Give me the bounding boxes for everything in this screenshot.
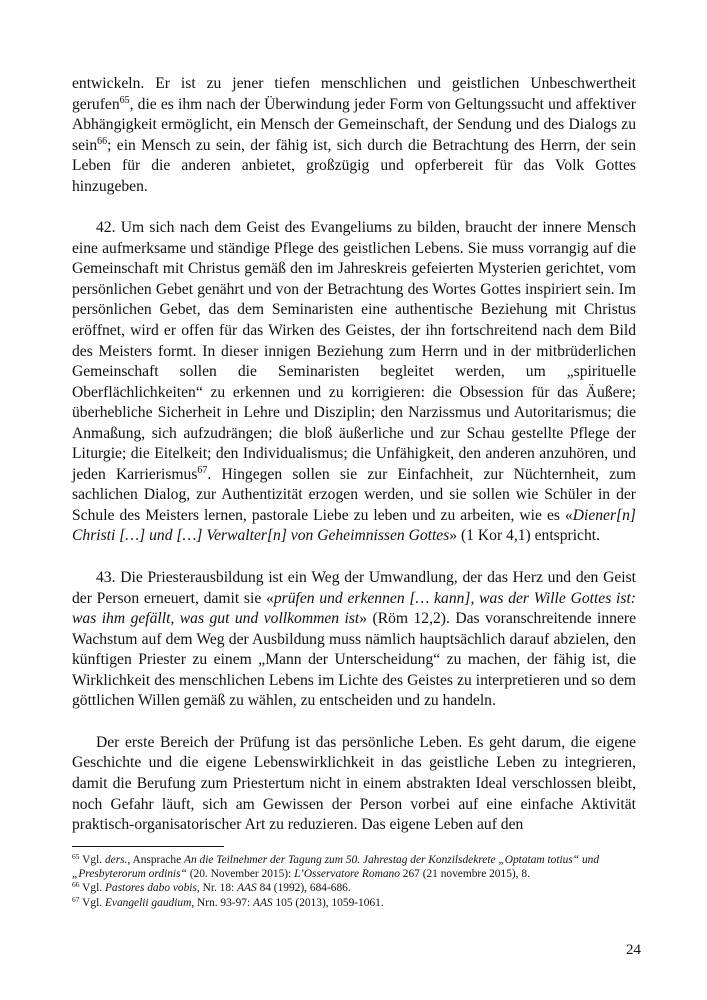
footnote-66 [72, 881, 636, 895]
text-run: , Ansprache [127, 854, 185, 866]
footnote-number: 66 [72, 880, 80, 890]
text-run: 84 (1992), 684-686. [256, 882, 351, 895]
page-number: 24 [626, 942, 641, 958]
footnote-ref-66[interactable]: 66 [97, 135, 108, 147]
text-run: » (1 Kor 4,1) entspricht. [449, 527, 601, 545]
footnote-number: 67 [72, 894, 80, 904]
footnote-ref-65[interactable]: 65 [119, 94, 130, 106]
text-run: 267 (21 novembre 2015), 8. [399, 868, 530, 881]
text-run: Vgl. [79, 854, 105, 866]
quote-italic: Diener[n] Christi […] und […] Verwalter[n] von Geheimnissen Gottes [72, 506, 636, 545]
footnote-ref-67[interactable]: 67 [197, 464, 208, 476]
paragraph-42 [72, 218, 636, 547]
footnote-number: 65 [72, 852, 80, 861]
footnote-67 [72, 896, 636, 910]
italic-run: L’Osservatore Romano [294, 868, 400, 881]
footnote-divider [72, 846, 224, 847]
text-run: , Nr. 18: [196, 882, 238, 895]
text-run: 42. Um sich nach dem Geist des Evangeliums zu bilden, braucht der innere Mensch eine aufmerksame und ständige Pflege des geistlichen Lebens. Sie muss vorrangig auf die Gemeinschaft mit Christus gemäß den im Jahreskreis gefeierten Mysterien gerichtet, vom persönlichen Gebet genährt und von der Betrachtung des Wortes Gottes inspiriert sein. Im persönlichen Gebet, das dem Seminaristen eine authentische Beziehung mit Christus eröffnet, wird er offen für das Wirken des Geistes, der ihn fortschreitend nach dem Bild des Meisters formt. In dieser innigen Beziehung zum Herrn und in der mitbrüderlichen Gemeinschaft sollen die Seminaristen begleitet werden, um „spirituelle Oberflächlichkeiten“ zu erkennen und zu korrigieren: die Obsession für das Äußere; überhebliche Sicherheit in Lehre und Disziplin; den Narzissmus und Autoritarismus; die Anmaßung, sich aufzudrängen; die bloß äußerliche und zur Schau gestellte Pflege der Liturgie; die Eitelkeit; den Individualismus; die Unfähigkeit, den anderen anzuhören, und jeden Karrierismus [72, 219, 636, 483]
text-run: Vgl. [79, 896, 105, 909]
italic-run: Evangelii gaudium [104, 896, 192, 909]
quote-italic: prüfen und erkennen [… kann], was der Wille Gottes ist: was ihm gefällt, was gut und vollkommen ist [72, 589, 636, 628]
footnote-65 [72, 853, 636, 881]
text-run: (20. November 2015): [186, 868, 295, 881]
text-run: 105 (2013), 1059-1061. [272, 896, 384, 909]
paragraph-first-area [72, 733, 636, 836]
italic-run: ders. [104, 854, 128, 866]
italic-run: Pastores dabo vobis [104, 882, 197, 895]
footnotes [72, 853, 636, 910]
paragraph-43 [72, 568, 636, 712]
text-run: . Hingegen sollen sie zur Einfachheit, zur Nüchternheit, zum sachlichen Dialog, zur Authentizität erzogen werden, und sie sollen wie Schüler in der Schule des Meisters lernen, pastorale Liebe zu leben und zu arbeiten, wie es « [72, 465, 636, 524]
text-run: Vgl. [79, 882, 105, 895]
text-run: , Nrn. 93-97: [191, 896, 254, 909]
text-run: ; ein Mensch zu sein, der fähig ist, sich durch die Betrachtung des Herrn, der sein Leben für die anderen anbietet, großzügig und opferbereit für das Volk Gottes hinzugeben. [72, 136, 636, 195]
italic-run: AAS [253, 896, 273, 909]
text-run: » (Röm 12,2). Das voranschreitende innere Wachstum auf dem Weg der Ausbildung muss nämlich hauptsächlich darauf abzielen, den künftigen Priester zu einem „Mann der Unterscheidung“ zu machen, der fähig ist, die Wirklichkeit des menschlichen Lebens im Lichte des Geistes zu interpretieren und so dem göttlichen Willen gemäß zu wählen, zu entscheiden und zu handeln. [72, 610, 636, 710]
text-run: Der erste Bereich der Prüfung ist das persönliche Leben. Es geht darum, die eigene Geschichte und die eigene Lebenswirklichkeit in das geistliche Leben zu integrieren, damit die Berufung zum Priestertum nicht in einem abstrakten Ideal verschlossen bleibt, noch Gefahr läuft, sich am Gewissen der Person vorbei auf eine einfache Aktivität praktisch-organisatorischer Art zu reduzieren. Das eigene Leben auf den [72, 733, 636, 834]
italic-run: AAS [237, 882, 257, 895]
paragraph-continuation [72, 74, 636, 197]
page-body [72, 74, 636, 836]
text-run: 43. Die Priesterausbildung ist ein Weg der Umwandlung, der das Herz und den Geist der Person erneuert, damit sie « [72, 569, 636, 607]
italic-run: An die Teilnehmer der Tagung zum 50. Jahrestag der Konzilsdekrete „Optatam totius“ und „Presbyterorum ordinis“ [72, 854, 600, 881]
text-run: , die es ihm nach der Überwindung jeder Form von Geltungssucht und affektiver Abhängigkeit ermöglicht, ein Mensch der Gemeinschaft, der Sendung und des Dialogs zu sein [72, 95, 636, 154]
text-run: entwickeln. Er ist zu jener tiefen menschlichen und geistlichen Unbeschwertheit gerufen [72, 75, 636, 113]
